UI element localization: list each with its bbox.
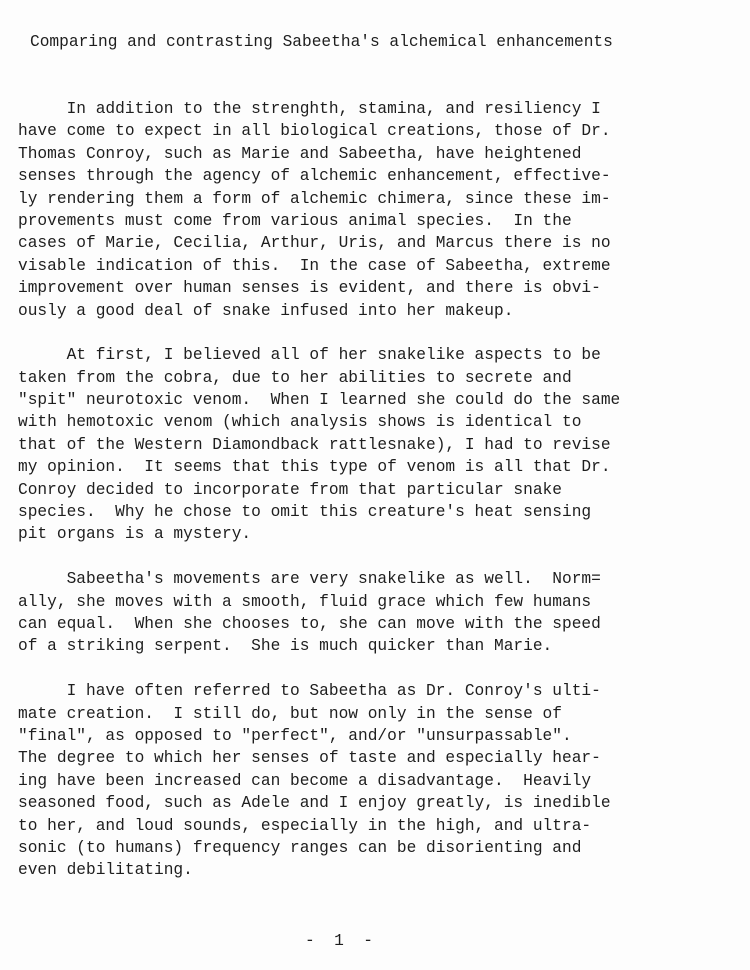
text-line: Thomas Conroy, such as Marie and Sabeetha, have heightened	[18, 144, 582, 163]
text-line: ously a good deal of snake infused into her makeup.	[18, 301, 514, 320]
text-line: The degree to which her senses of taste and especially hear-	[18, 749, 601, 768]
paragraph-4	[18, 680, 748, 882]
text-line: provements must come from various animal species. In the	[18, 211, 572, 230]
text-line: "final", as opposed to "perfect", and/or "unsurpassable".	[18, 726, 572, 745]
text-line: that of the Western Diamondback rattlesnake), I had to revise	[18, 435, 611, 454]
paragraph-3	[18, 568, 748, 658]
text-line: cases of Marie, Cecilia, Arthur, Uris, and Marcus there is no	[18, 234, 611, 253]
text-line: In addition to the strenghth, stamina, and resiliency I	[18, 100, 601, 118]
paragraph-1	[18, 98, 748, 322]
text-line: Sabeetha's movements are very snakelike as well. Norm=	[18, 570, 601, 589]
text-line: senses through the agency of alchemic enhancement, effective-	[18, 167, 611, 186]
text-line: ally, she moves with a smooth, fluid grace which few humans	[18, 592, 592, 611]
text-line: even debilitating.	[18, 861, 193, 880]
text-line: mate creation. I still do, but now only in the sense of	[18, 704, 562, 723]
text-line: have come to expect in all biological creations, those of Dr.	[18, 122, 611, 141]
text-line: sonic (to humans) frequency ranges can be disorienting and	[18, 838, 582, 857]
paragraph-2	[18, 344, 748, 546]
text-line: pit organs is a mystery.	[18, 525, 252, 544]
text-line: of a striking serpent. She is much quicker than Marie.	[18, 637, 553, 656]
document-title: Comparing and contrasting Sabeetha's alchemical enhancements	[30, 33, 613, 51]
text-line: improvement over human senses is evident, and there is obvi-	[18, 279, 601, 298]
text-line: visable indication of this. In the case of Sabeetha, extreme	[18, 256, 611, 275]
text-line: At first, I believed all of her snakelike aspects to be	[18, 346, 601, 365]
text-line: can equal. When she chooses to, she can move with the speed	[18, 614, 601, 633]
text-line: my opinion. It seems that this type of venom is all that Dr.	[18, 458, 611, 477]
text-line: ly rendering them a form of alchemic chimera, since these im-	[18, 189, 611, 208]
text-line: ing have been increased can become a disadvantage. Heavily	[18, 771, 592, 790]
text-line: Conroy decided to incorporate from that particular snake	[18, 480, 562, 499]
text-line: with hemotoxic venom (which analysis shows is identical to	[18, 413, 582, 432]
text-line: "spit" neurotoxic venom. When I learned she could do the same	[18, 391, 621, 410]
text-line: seasoned food, such as Adele and I enjoy greatly, is inedible	[18, 794, 611, 813]
text-line: taken from the cobra, due to her abilities to secrete and	[18, 368, 572, 387]
document-body	[18, 98, 748, 904]
text-line: to her, and loud sounds, especially in the high, and ultra-	[18, 816, 592, 835]
text-line: species. Why he chose to omit this creature's heat sensing	[18, 503, 592, 522]
text-line: I have often referred to Sabeetha as Dr. Conroy's ulti-	[18, 682, 601, 701]
page-number: - 1 -	[305, 932, 373, 950]
